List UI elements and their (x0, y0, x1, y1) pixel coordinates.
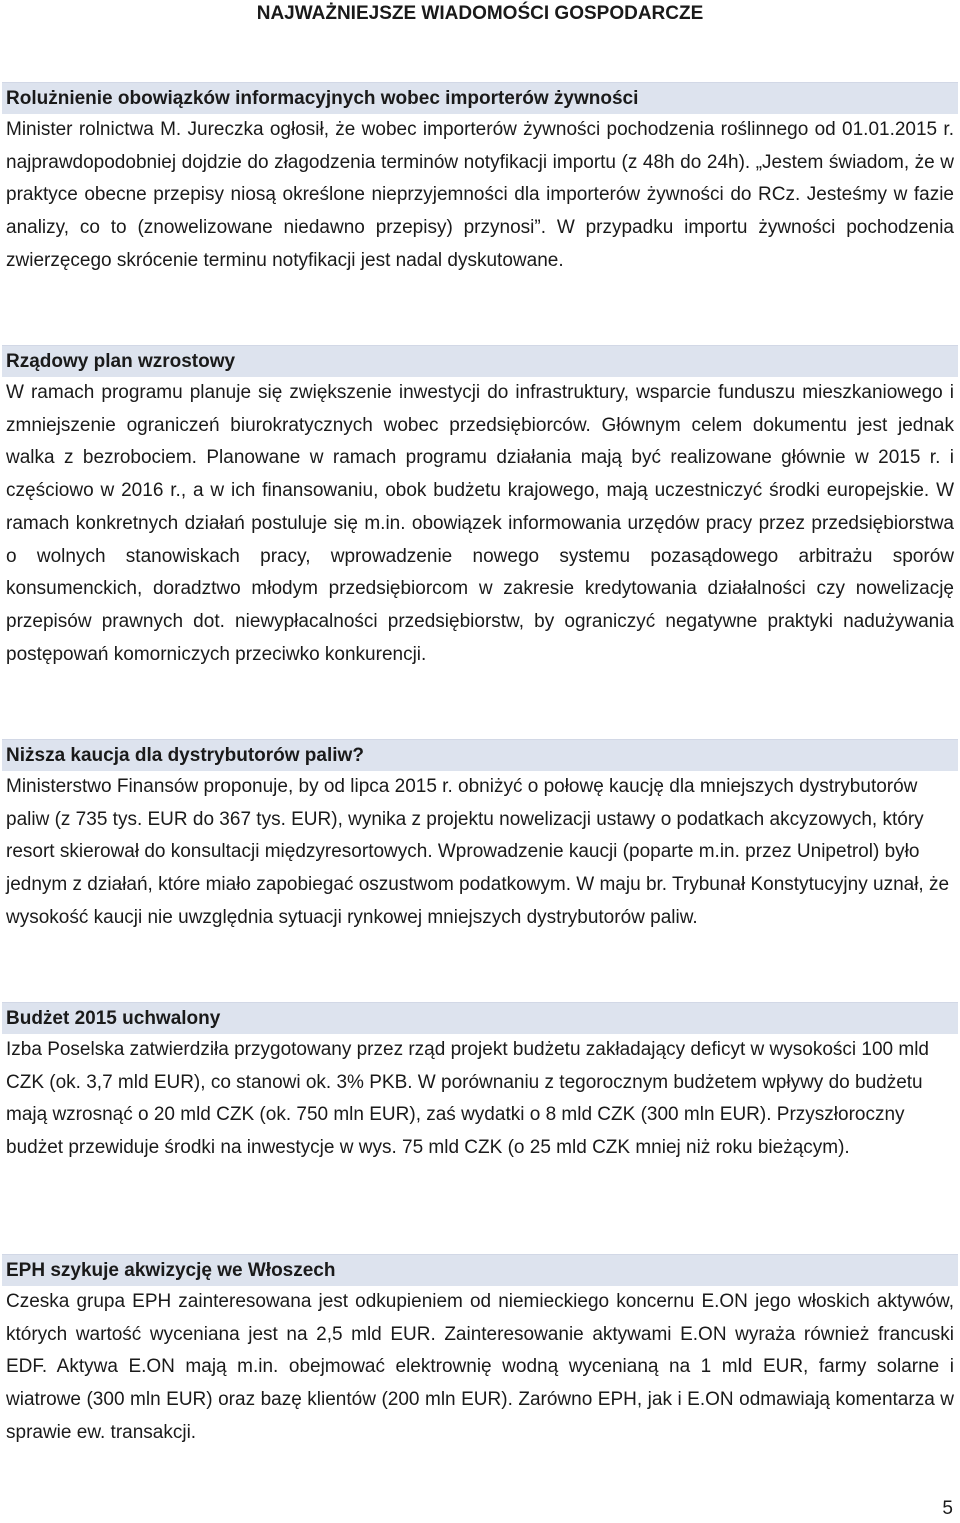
section-heading: Rolużnienie obowiązków informacyjnych wobec importerów żywności (2, 82, 958, 114)
section-heading: Budżet 2015 uchwalony (2, 1002, 958, 1034)
section-body: Minister rolnictwa M. Jureczka ogłosił, że wobec importerów żywności pochodzenia roślinnego od 01.01.2015 r. najprawdopodobniej dojdzie do złagodzenia terminów notyfikacji importu (z 48h do 24h). „Jestem świadom, że w praktyce obecne przepisy niosą określone nieprzyjemności dla importerów żywności do RCz. Jesteśmy w fazie analizy, co to (znowelizowane niedawno przepisy) przynosi”. W przypadku importu żywności pochodzenia zwierzęcego skrócenie terminu notyfikacji jest nadal dyskutowane. (6, 119, 954, 271)
section-heading: EPH szykuje akwizycję we Włoszech (2, 1254, 958, 1286)
section-body: Izba Poselska zatwierdziła przygotowany przez rząd projekt budżetu zakładający deficyt w wysokości 100 mld CZK (ok. 3,7 mld EUR), co stanowi ok. 3% PKB. W porównaniu z tegorocznym budżetem wpływy do budżetu mają wzrosnąć o 20 mld CZK (ok. 750 mln EUR), zaś wydatki o 8 mld CZK (300 mln EUR). Przyszłoroczny budżet przewiduje środki na inwestycje w wys. 75 mld CZK (o 25 mld CZK mniej niż roku bieżącym). (6, 1039, 929, 1159)
page-number: 5 (942, 1498, 953, 1519)
news-section-food-importers (0, 82, 960, 278)
page-title: NAJWAŻNIEJSZE WIADOMOŚCI GOSPODARCZE (256, 3, 704, 24)
section-body: Ministerstwo Finansów proponuje, by od lipca 2015 r. obniżyć o połowę kaucję dla mniejszych dystrybutorów paliw (z 735 tys. EUR do 367 tys. EUR), wynika z projektu nowelizacji ustawy o podatkach akcyzowych, który resort skierował do konsultacji międzyresortowych. Wprowadzenie kaucji (poparte m.in. przez Unipetrol) było jednym z działań, które miało zapobiegać oszustwom podatkowym. W maju br. Trybunał Konstytucyjny uznał, że wysokość kaucji nie uwzględnia sytuacji rynkowej mniejszych dystrybutorów paliw. (6, 776, 950, 928)
section-heading: Rządowy plan wzrostowy (2, 345, 958, 377)
news-section-budget (0, 1002, 960, 1165)
section-body: W ramach programu planuje się zwiększenie inwestycji do infrastruktury, wsparcie funduszu mieszkaniowego i zmniejszenie ograniczeń biurokratycznych wobec przedsiębiorców. Głównym celem dokumentu jest jednak walka z bezrobociem. Planowane w ramach programu działania mają być realizowane głównie w 2015 r. i częściowo w 2016 r., a w ich finansowaniu, obok budżetu krajowego, mają uczestniczyć środki europejskie. W ramach konkretnych działań postuluje się m.in. obowiązek informowania urzędów pracy przez przedsiębiorstwa o wolnych stanowiskach pracy, wprowadzenie nowego systemu pozasądowego arbitrażu sporów konsumenckich, doradztwo młodym przedsiębiorcom w zakresie kredytowania działalności czy nowelizację przepisów prawnych dot. niewypłacalności przedsiębiorstw, by ograniczyć negatywne praktyki nadużywania postępowań komorniczych przeciwko konkurencji. (6, 382, 954, 665)
section-heading: Niższa kaucja dla dystrybutorów paliw? (2, 739, 958, 771)
news-section-growth-plan (0, 345, 960, 671)
news-section-fuel-deposit (0, 739, 960, 935)
section-body: Czeska grupa EPH zainteresowana jest odkupieniem od niemieckiego koncernu E.ON jego włoskich aktywów, których wartość wyceniana jest na 2,5 mld EUR. Zainteresowanie aktywami E.ON wyraża również francuski EDF. Aktywa E.ON mają m.in. obejmować elektrownię wodną wycenianą na 1 mld EUR, farmy solarne i wiatrowe (300 mln EUR) oraz bazę klientów (200 mln EUR). Zarówno EPH, jak i E.ON odmawiają komentarza w sprawie ew. transakcji. (6, 1291, 954, 1443)
news-section-eph-acquisition (0, 1254, 960, 1450)
